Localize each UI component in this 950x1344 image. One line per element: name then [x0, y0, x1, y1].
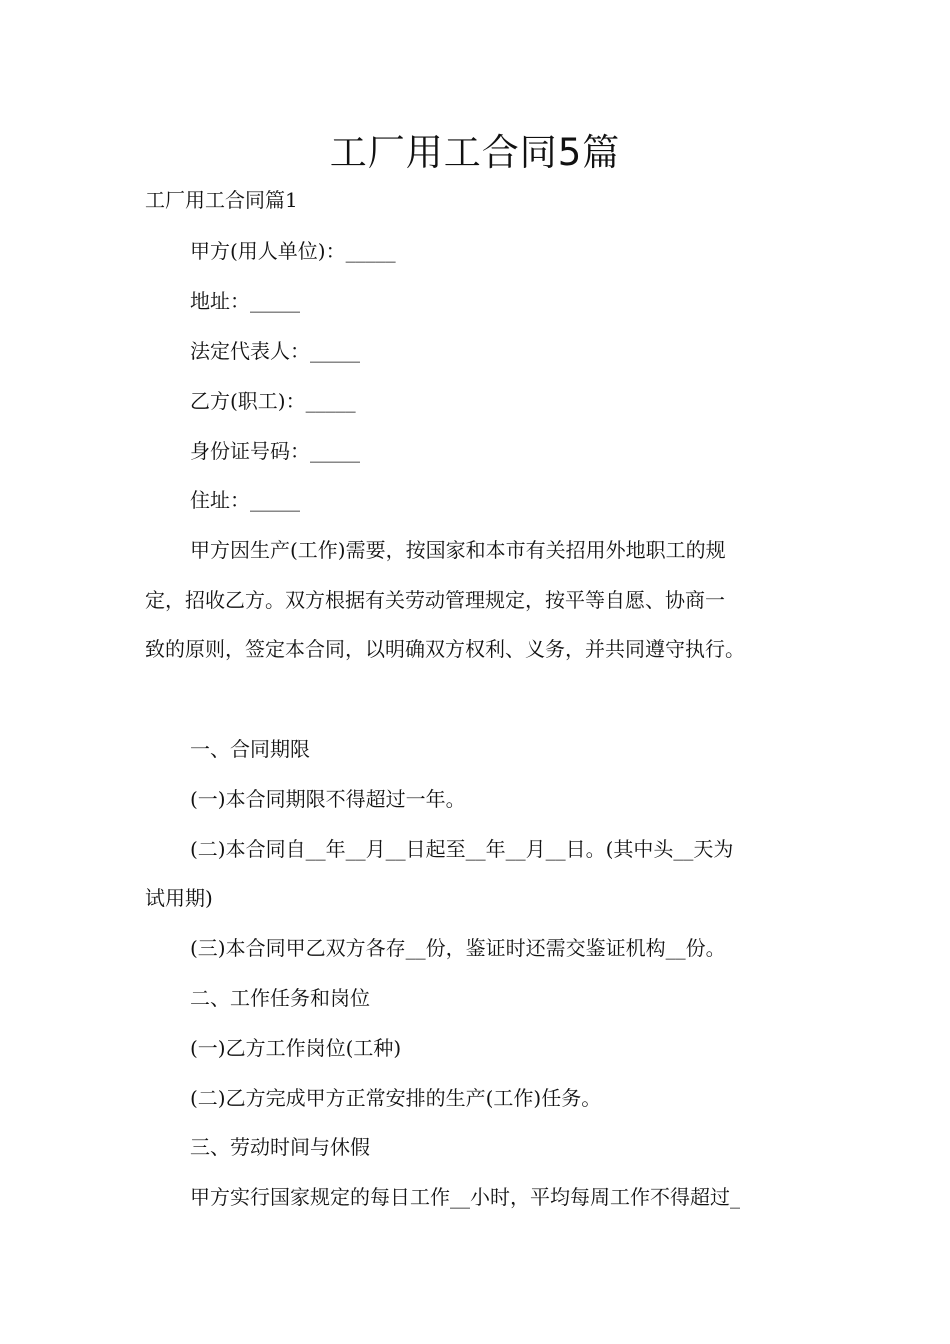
clause-item: (二)乙方完成甲方正常安排的生产(工作)任务。	[190, 1086, 602, 1110]
document-title: 工厂用工合同5篇	[329, 131, 621, 174]
clause-text: 甲方实行国家规定的每日工作__小时，平均每周工作不得超过_	[190, 1185, 740, 1209]
preamble-line: 定，招收乙方。双方根据有关劳动管理规定，按平等自愿、协商一	[145, 588, 725, 612]
clause-item: (一)乙方工作岗位(工种)	[190, 1036, 402, 1060]
address-field: 地址：_____	[190, 289, 300, 313]
preamble-line: 致的原则，签定本合同，以明确双方权利、义务，并共同遵守执行。	[145, 637, 745, 661]
section-heading: 工厂用工合同篇1	[145, 188, 298, 212]
party-b-field: 乙方(职工)：_____	[190, 389, 356, 413]
clause-item-continuation: 试用期)	[145, 886, 213, 910]
preamble-line: 甲方因生产(工作)需要，按国家和本市有关招用外地职工的规	[190, 538, 726, 562]
clause-heading: 一、合同期限	[190, 737, 310, 761]
clause-item: (二)本合同自__年__月__日起至__年__月__日。(其中头__天为	[190, 837, 734, 861]
party-a-field: 甲方(用人单位)：_____	[190, 239, 396, 263]
clause-heading: 二、工作任务和岗位	[190, 986, 370, 1010]
clause-heading: 三、劳动时间与休假	[190, 1135, 370, 1159]
clause-item: (三)本合同甲乙双方各存__份，鉴证时还需交鉴证机构__份。	[190, 936, 726, 960]
legal-representative-field: 法定代表人：_____	[190, 339, 360, 363]
clause-item: (一)本合同期限不得超过一年。	[190, 787, 466, 811]
id-number-field: 身份证号码：_____	[190, 439, 360, 463]
residence-field: 住址：_____	[190, 488, 300, 512]
